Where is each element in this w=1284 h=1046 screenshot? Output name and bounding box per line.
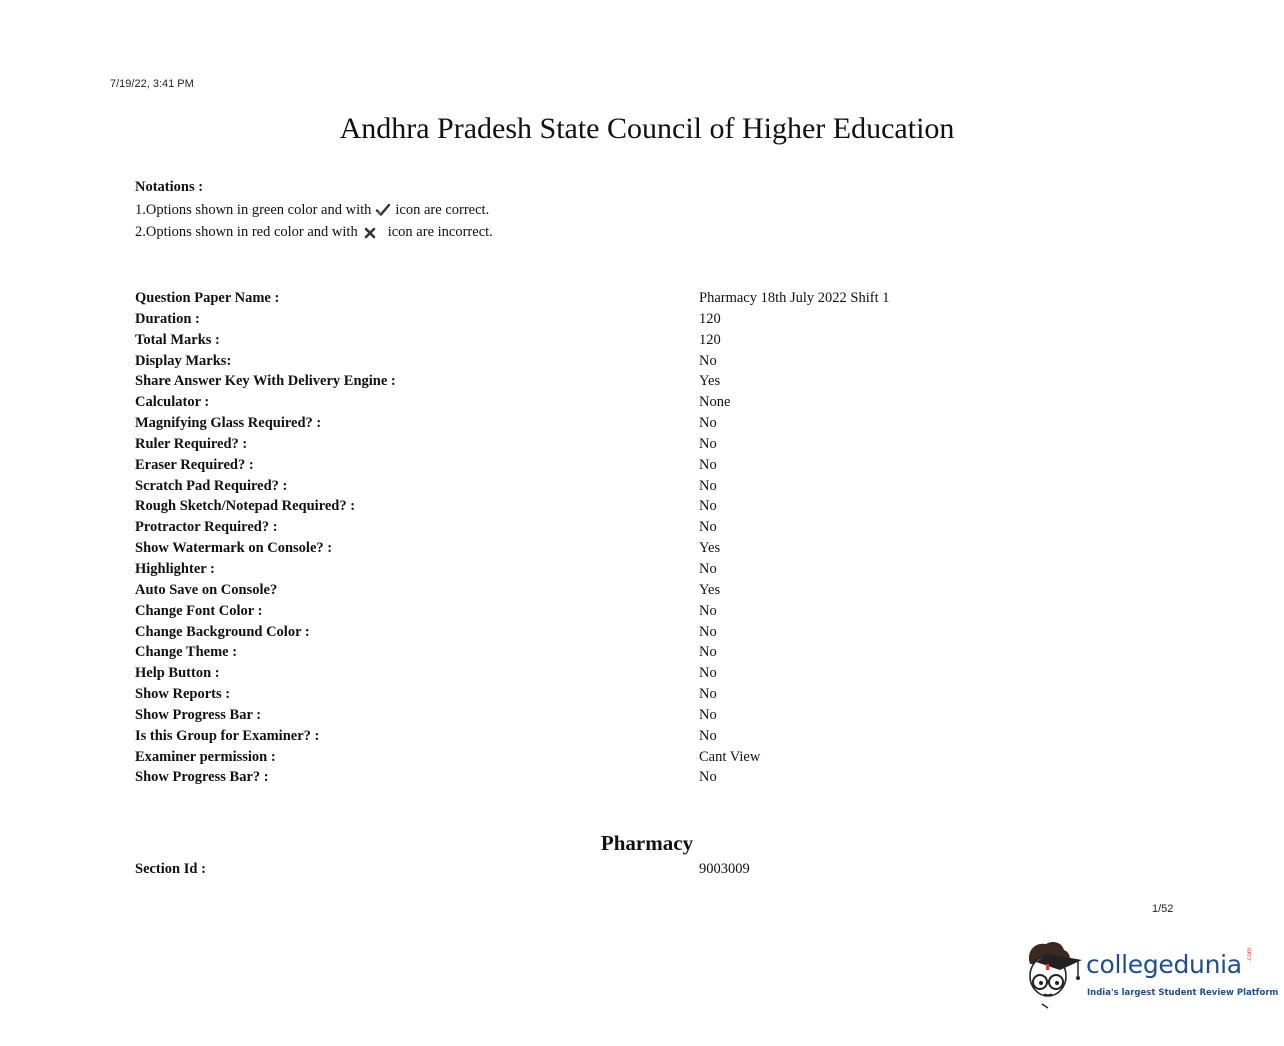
property-label: Scratch Pad Required? : [135,477,288,494]
property-label: Protractor Required? : [135,519,278,536]
property-row [135,622,1135,643]
property-row [135,663,1135,684]
property-label: Auto Save on Console? [135,581,278,598]
property-label: Magnifying Glass Required? : [135,415,322,432]
property-value: Cant View [699,748,761,765]
document-title: Andhra Pradesh State Council of Higher Education [339,112,955,145]
notations-heading: Notations : [135,179,204,195]
property-value: 120 [699,331,721,348]
brand-com: .com [1246,947,1253,962]
check-icon [375,202,391,218]
brand-tagline: India's largest Student Review Platform [1087,988,1279,998]
property-label: Change Background Color : [135,623,310,640]
property-label: Share Answer Key With Delivery Engine : [135,373,396,390]
property-label: Show Watermark on Console? : [135,540,333,557]
property-value: No [699,727,717,744]
notation-incorrect-text: 2.Options shown in red color and with [135,224,358,240]
property-row [135,767,1135,788]
property-label: Calculator : [135,394,210,411]
property-label: Display Marks: [135,352,232,369]
property-row [135,559,1135,580]
property-row [135,351,1135,372]
property-value: No [699,415,717,432]
property-value: No [699,498,717,515]
property-row [135,392,1135,413]
property-row [135,309,1135,330]
property-value: No [699,519,717,536]
property-row [135,496,1135,517]
property-value: No [699,665,717,682]
property-row [135,517,1135,538]
property-row [135,413,1135,434]
property-value: None [699,394,731,411]
property-row [135,455,1135,476]
property-row [135,330,1135,351]
mascot-icon [1022,938,1086,1010]
property-row [135,476,1135,497]
section-title: Pharmacy [600,831,694,855]
collegedunia-logo [1022,938,1279,1018]
property-row [135,371,1135,392]
cross-icon [364,224,380,240]
property-label: Highlighter : [135,560,215,577]
page-number: 1/52 [1152,903,1174,915]
property-label: Change Font Color : [135,602,263,619]
property-row [135,726,1135,747]
property-value: No [699,706,717,723]
property-label: Rough Sketch/Notepad Required? : [135,498,356,515]
property-row [135,747,1135,768]
notations-block [135,176,493,244]
notation-correct-suffix: icon are correct. [395,201,490,218]
property-label: Is this Group for Examiner? : [135,727,320,744]
property-value: Pharmacy 18th July 2022 Shift 1 [699,290,890,306]
question-paper-properties [135,288,1135,788]
property-label: Show Reports : [135,686,231,703]
property-row [135,642,1135,663]
section-id-row [135,859,1135,880]
property-value: No [699,560,717,577]
property-label: Ruler Required? : [135,435,248,452]
property-row [135,684,1135,705]
property-value: No [699,456,717,473]
notation-correct [135,199,493,222]
property-row [135,538,1135,559]
property-row [135,288,1135,309]
property-value: No [699,602,717,619]
property-value: No [699,623,717,640]
property-label: Examiner permission : [135,748,276,765]
property-value: No [699,686,717,703]
property-value: Yes [699,581,721,598]
notation-incorrect-suffix: icon are incorrect. [387,224,493,240]
brand-name: collegedunia [1086,950,1242,979]
property-label: Show Progress Bar? : [135,769,269,786]
notation-incorrect [135,221,493,244]
property-row [135,580,1135,601]
property-label: Eraser Required? : [135,456,254,473]
property-label: Help Button : [135,665,220,682]
property-value: 120 [699,310,721,327]
property-label: Show Progress Bar : [135,706,262,723]
notation-correct-text: 1.Options shown in green color and with [135,201,372,218]
section-id-label: Section Id : [135,861,206,877]
property-row [135,601,1135,622]
property-value: No [699,477,717,494]
property-label: Change Theme : [135,644,238,661]
property-value: No [699,435,717,452]
property-row [135,434,1135,455]
property-value: No [699,769,717,786]
property-value: No [699,352,717,369]
section-id-value: 9003009 [699,861,750,877]
property-row [135,705,1135,726]
property-label: Duration : [135,310,200,327]
property-value: Yes [699,540,721,557]
print-timestamp: 7/19/22, 3:41 PM [110,78,194,90]
property-value: No [699,644,717,661]
property-value: Yes [699,373,721,390]
property-label: Question Paper Name : [135,290,280,306]
property-label: Total Marks : [135,331,220,348]
